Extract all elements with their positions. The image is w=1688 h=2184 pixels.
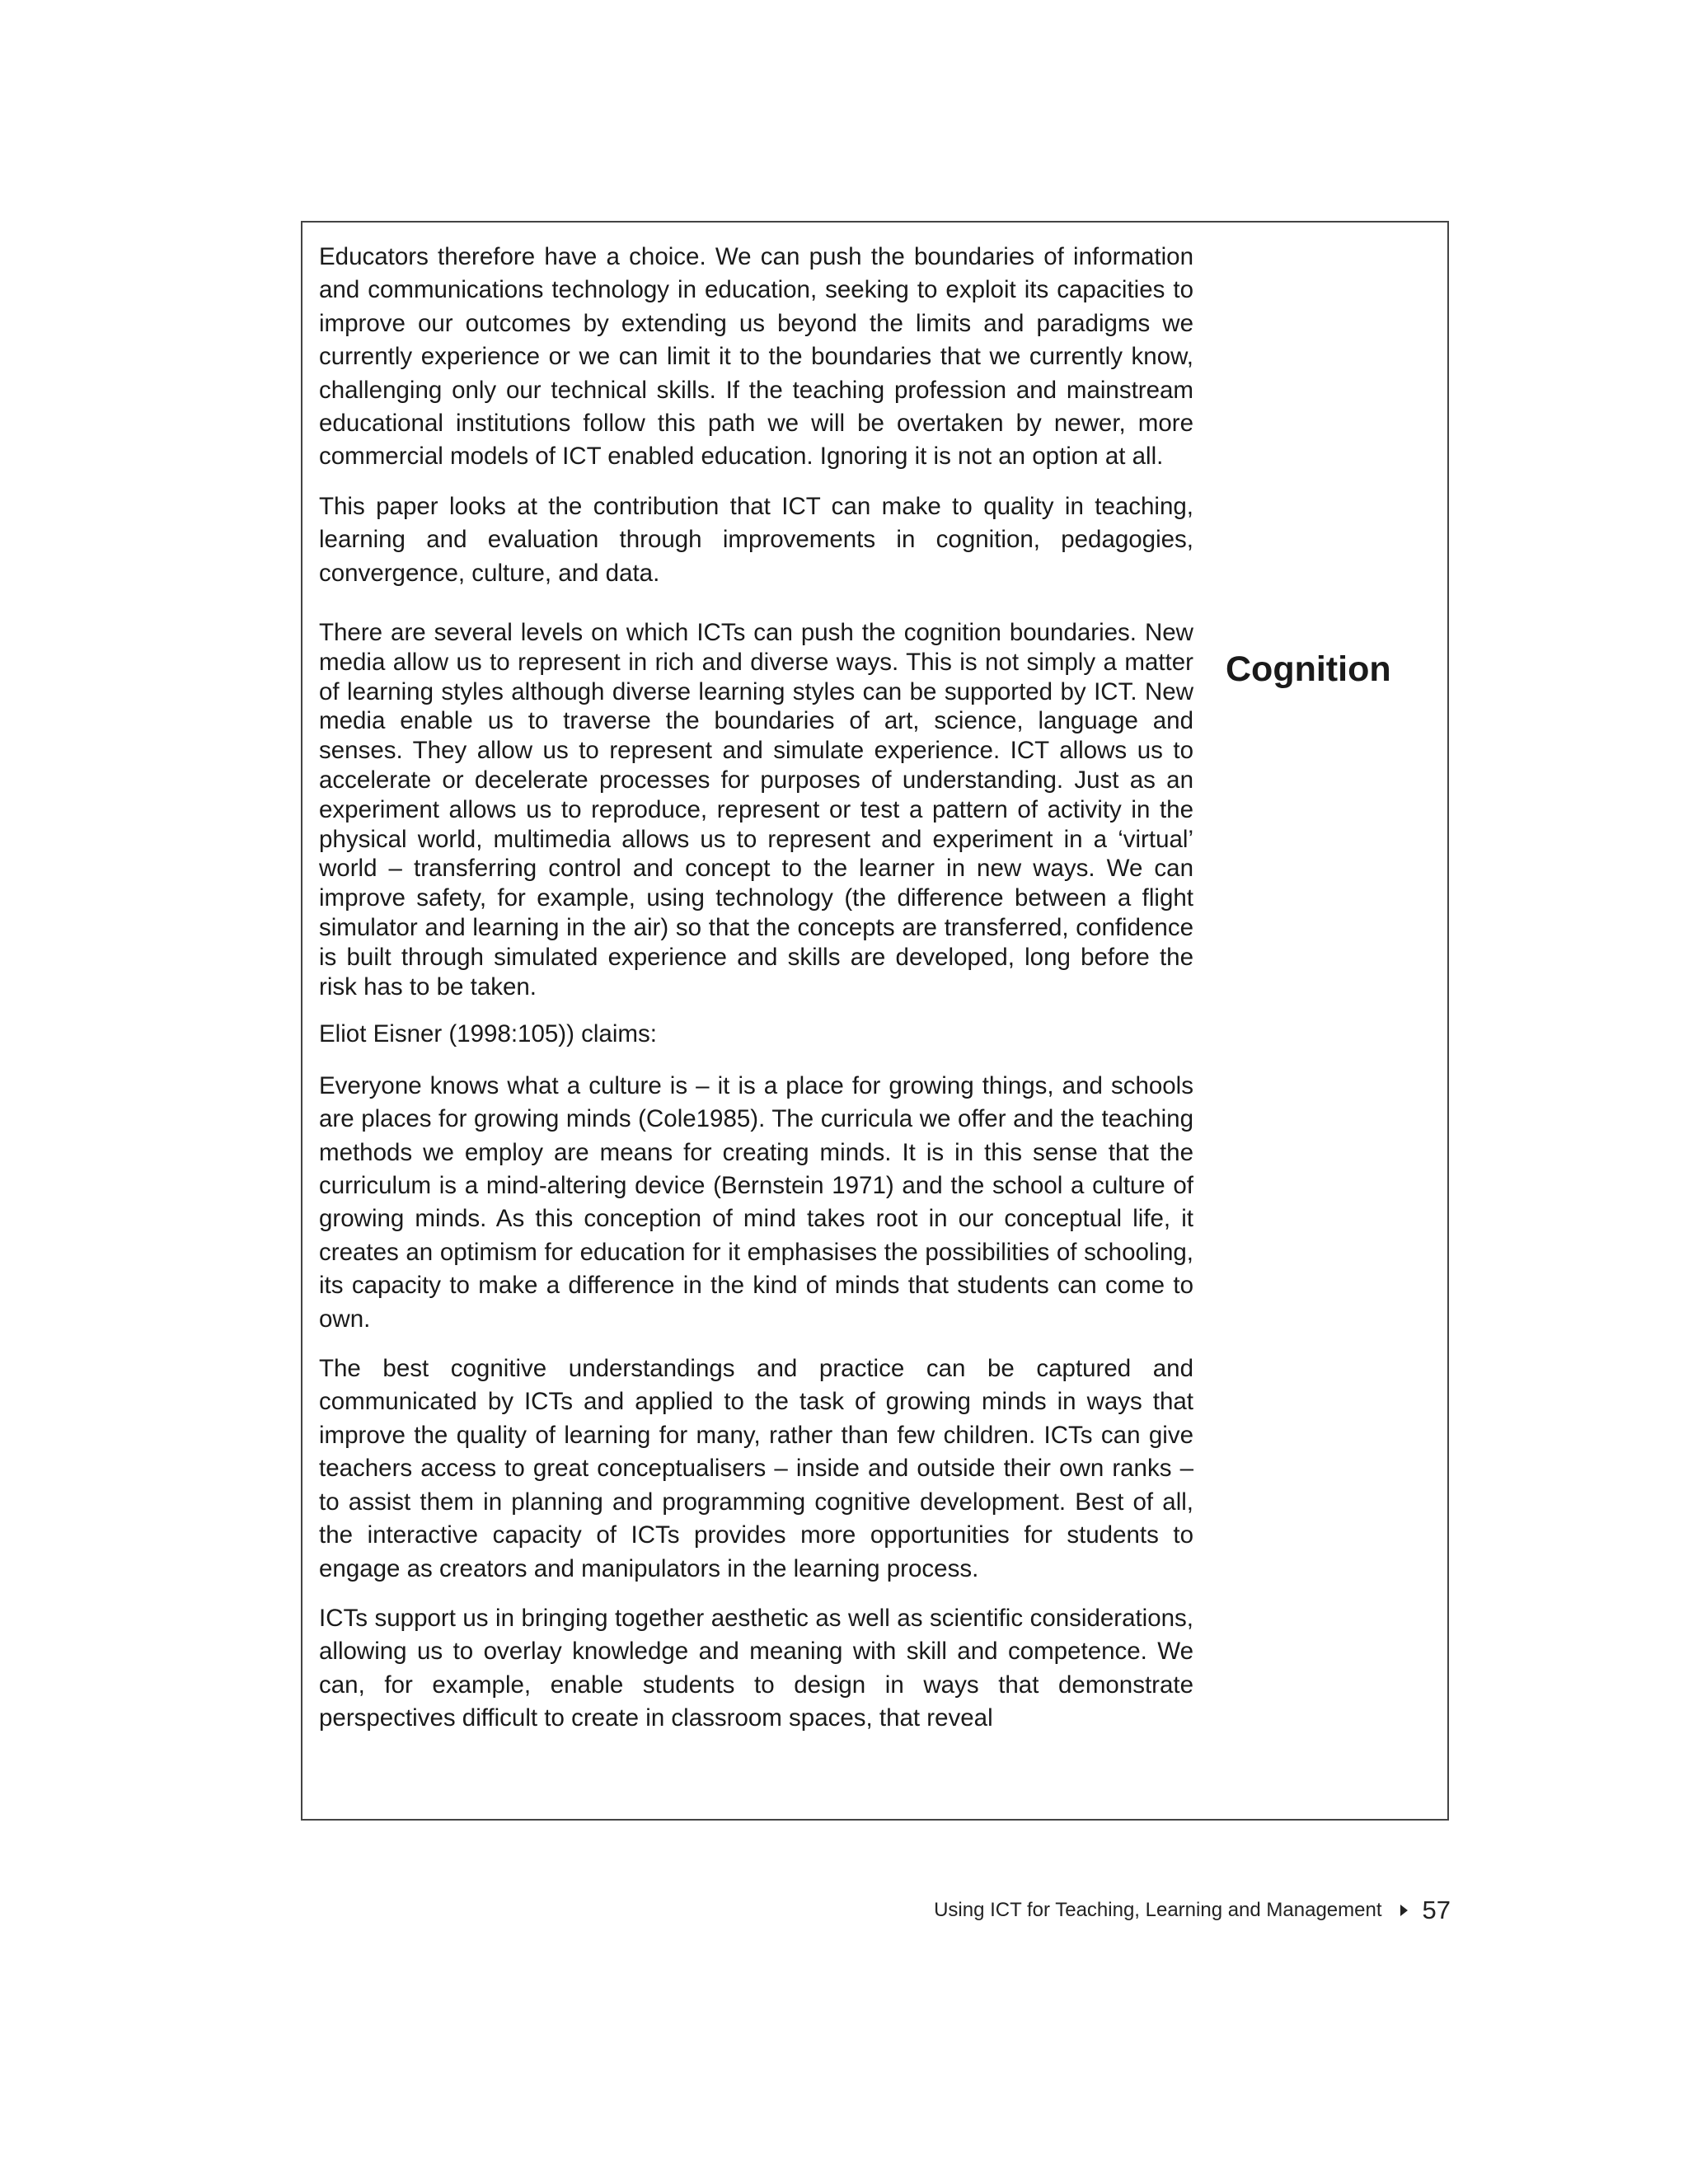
page-footer — [934, 1896, 1451, 1925]
paragraph-choice: Educators therefore have a choice. We can push the boundaries of information and communications technology in education, seeking to exploit its capacities to improve our outcomes by extending us beyond the limits and paradigms we currently experience or we can limit it to the boundaries that we currently know, challenging only our technical skills. If the teaching profession and mainstream educational institutions follow this path we will be overtaken by newer, more commercial models of ICT enabled education. Ignoring it is not an option at all. — [319, 243, 1193, 471]
content-frame — [301, 221, 1449, 1821]
block-quote-eisner: Everyone knows what a culture is – it is a place for growing things, and schools are places for growing minds (Cole1985). The curricula we offer and the teaching methods we employ are means for creating minds. It is in this sense that the curriculum is a mind-altering device (Bernstein 1971) and the school a culture of growing minds. As this conception of mind takes root in our conceptual life, it creates an optimism for education for it emphasises the possibilities of schooling, its capacity to make a difference in the kind of minds that students can come to own. — [319, 1071, 1193, 1333]
main-text-column — [319, 241, 1193, 1752]
paragraph-paper-scope: This paper looks at the contribution that ICT can make to quality in teaching, learning and evaluation through improvements in cognition, pedagogies, convergence, culture, and data. — [319, 492, 1193, 587]
paragraph-cognition-levels: There are several levels on which ICTs can push the cognition boundaries. New media allow us to represent in rich and diverse ways. This is not simply a matter of learning styles although diverse learning styles can be supported by ICT. New media enable us to traverse the boundaries of art, science, language and senses. They allow us to represent and simulate experience. ICT allows us to accelerate or decelerate processes for purposes of understanding. Just as an experiment allows us to reproduce, represent or test a pattern of activity in the physical world, multimedia allows us to represent and experiment in a ‘virtual’ world – transferring control and concept to the learner in new ways. We can improve safety, for example, using technology (the difference between a flight simulator and learning in the air) so that the concepts are transferred, confidence is built through simulated experience and skills are developed, long before the risk has to be taken. — [319, 619, 1193, 1001]
section-heading-cognition: Cognition — [1226, 649, 1391, 689]
page-number: 57 — [1422, 1896, 1451, 1924]
paragraph-eisner-intro: Eliot Eisner (1998:105)) claims: — [319, 1020, 657, 1048]
paragraph-cognitive-practice: The best cognitive understandings and practice can be captured and communicated by ICTs and applied to the task of growing minds in ways that improve the quality of learning for many, rather than few children. ICTs can give teachers access to great conceptualisers – inside and outside their own ranks – to assist them in planning and programming cognitive development. Best of all, the interactive capacity of ICTs provides more opportunities for students to engage as creators and manipulators in the learning process. — [319, 1355, 1193, 1582]
triangle-right-icon — [1400, 1905, 1408, 1916]
paragraph-aesthetic-scientific: ICTs support us in bringing together aesthetic as well as scientific considerations, allowing us to overlay knowledge and meaning with skill and competence. We can, for example, enable students to design in ways that demonstrate perspectives difficult to create in classroom spaces, that reveal — [319, 1604, 1193, 1732]
footer-book-title: Using ICT for Teaching, Learning and Management — [934, 1899, 1382, 1921]
